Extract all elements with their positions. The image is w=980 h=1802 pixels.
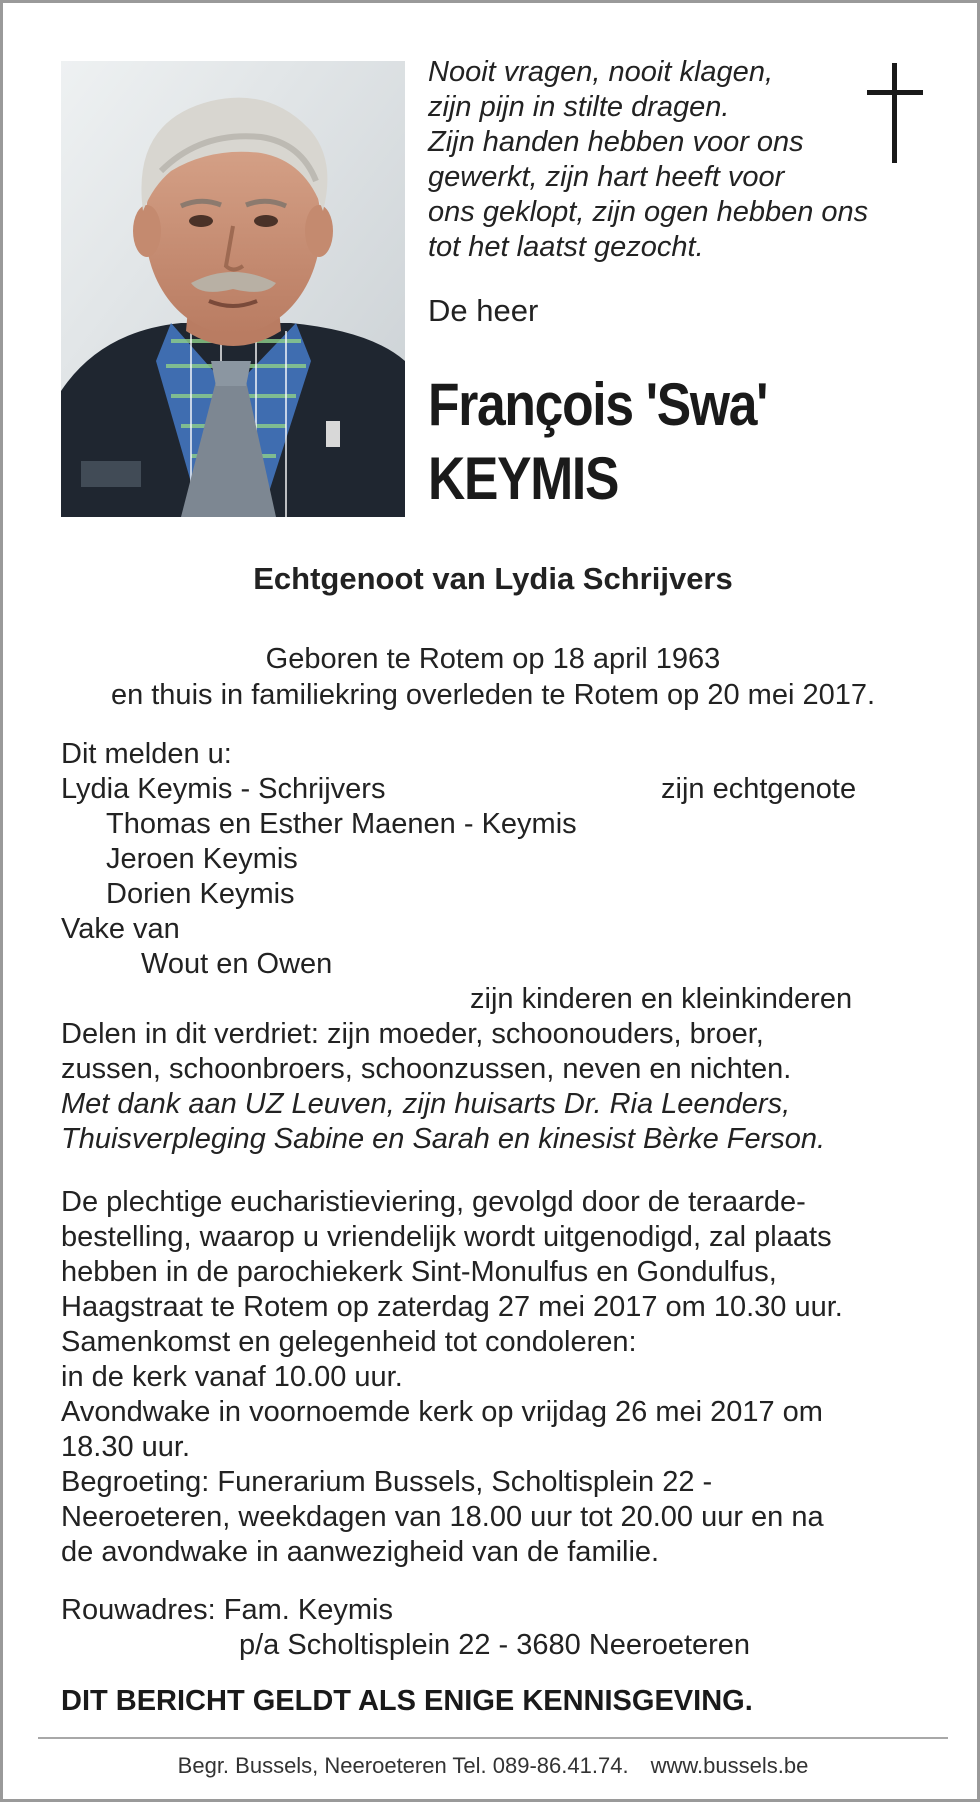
grief-line: zussen, schoonbroers, schoonzussen, neven en nichten. [61,1053,792,1085]
poem-line: gewerkt, zijn hart heeft voor [428,161,785,193]
ceremony-line: de avondwake in aanwezigheid van de familie. [61,1536,660,1568]
ceremony-line: Neeroeteren, weekdagen van 18.00 uur tot 20.00 uur en na [61,1501,824,1533]
ceremony-line: in de kerk vanaf 10.00 uur. [61,1361,403,1393]
grandchildren: Wout en Owen [141,948,333,980]
child-item: Thomas en Esther Maenen - Keymis [106,808,577,840]
poem-line: Zijn handen hebben voor ons [428,126,804,158]
poem-line: ons geklopt, zijn ogen hebben ons [428,196,869,228]
death-line: en thuis in familiekring overleden te Rotem op 20 mei 2017. [110,679,876,711]
birth-line: Geboren te Rotem op 18 april 1963 [265,643,721,675]
thanks-line: Thuisverpleging Sabine en Sarah en kinesist Bèrke Ferson. [61,1123,826,1155]
portrait-illustration [61,61,405,517]
portrait-photo [61,61,405,517]
poem [428,55,898,265]
spouse-line: Echtgenoot van Lydia Schrijvers [253,561,733,596]
cross-icon [867,63,923,163]
notice-statement: DIT BERICHT GELDT ALS ENIGE KENNISGEVING. [61,1685,753,1717]
children-role: zijn kinderen en kleinkinderen [470,983,853,1015]
ceremony-line: bestelling, waarop u vriendelijk wordt uitgenodigd, zal plaats [61,1221,832,1253]
name-first: François 'Swa' [428,371,768,438]
deceased-name [428,368,875,516]
mourning-address: p/a Scholtisplein 22 - 3680 Neeroeteren [239,1629,751,1661]
ceremony-line: hebben in de parochiekerk Sint-Monulfus en Gondulfus, [61,1256,777,1288]
spouse-role: zijn echtgenote [661,773,857,805]
ceremony-line: Avondwake in voornoemde kerk op vrijdag 26 mei 2017 om [61,1396,823,1428]
ceremony-line: 18.30 uur. [61,1431,190,1463]
footer-divider [38,1737,948,1739]
child-item: Jeroen Keymis [106,843,298,875]
grief-line: Delen in dit verdriet: zijn moeder, schoonouders, broer, [61,1018,764,1050]
grandchildren-intro: Vake van [61,913,180,945]
poem-line: Nooit vragen, nooit klagen, [428,56,773,88]
poem-line: zijn pijn in stilte dragen. [428,91,730,123]
ceremony-line: Samenkomst en gelegenheid tot condoleren: [61,1326,637,1358]
footer-website: www.bussels.be [650,1753,809,1778]
birth-death-info [3,641,980,713]
honorific: De heer [428,293,539,328]
family-intro: Dit melden u: [61,738,232,770]
footer-company: Begr. Bussels, Neeroeteren Tel. 089-86.41.74. [177,1753,629,1778]
ceremony-line: Begroeting: Funerarium Bussels, Scholtisplein 22 - [61,1466,713,1498]
thanks-line: Met dank aan UZ Leuven, zijn huisarts Dr. Ria Leenders, [61,1088,791,1120]
child-item: Dorien Keymis [106,878,295,910]
ceremony-line: De plechtige eucharistieviering, gevolgd door de teraarde- [61,1186,806,1218]
footer [3,1753,980,1779]
name-last: KEYMIS [428,445,619,512]
spouse-name: Lydia Keymis - Schrijvers [61,773,386,805]
mourning-address-label: Rouwadres: Fam. Keymis [61,1594,393,1626]
ceremony-line: Haagstraat te Rotem op zaterdag 27 mei 2017 om 10.30 uur. [61,1291,843,1323]
poem-line: tot het laatst gezocht. [428,231,704,263]
